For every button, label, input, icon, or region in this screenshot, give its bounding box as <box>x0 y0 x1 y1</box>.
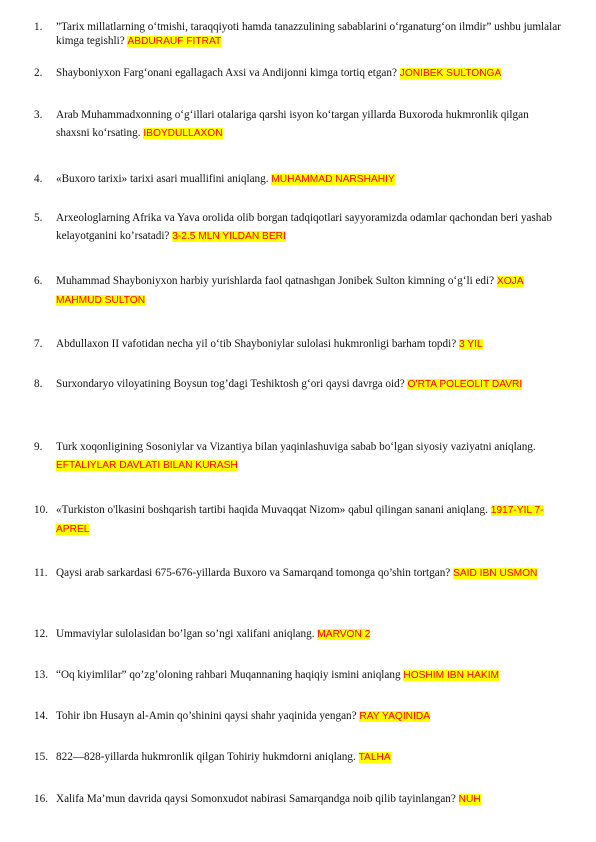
question-number: 1. <box>34 21 43 33</box>
answer-highlight: RAY YAQINIDA <box>359 711 430 722</box>
question-item <box>34 375 564 394</box>
question-number: 16. <box>34 793 48 805</box>
answer-highlight: 3 YIL <box>458 339 483 350</box>
answer-highlight: MUHAMMAD NARSHAHIY <box>271 174 395 185</box>
question-item <box>34 20 564 49</box>
question-text: «Turkiston o'lkasini boshqarish tartibi haqida Muvaqqat Nizom» qabul qilingan sanani aniqlang. <box>56 504 488 516</box>
answer-highlight: JONIBEK SULTONGA <box>399 68 502 79</box>
question-item <box>34 748 564 767</box>
question-item <box>34 335 564 354</box>
question-item <box>34 707 564 726</box>
question-number: 12. <box>34 628 48 640</box>
question-item <box>34 64 564 83</box>
question-text: Tohir ibn Husayn al-Amin qo’shinini qaysi shahr yaqinida yengan? <box>56 710 357 722</box>
question-number: 14. <box>34 710 48 722</box>
question-item <box>34 625 564 644</box>
question-number: 9. <box>34 441 43 453</box>
question-item <box>34 438 564 475</box>
question-number: 15. <box>34 751 48 763</box>
question-item <box>34 106 564 143</box>
question-number: 10. <box>34 504 48 516</box>
question-text: Turk xoqonligining Sosoniylar va Vizantiya bilan yaqinlashuviga sabab bo‘lgan siyosiy vaziyatni aniqlang. <box>56 441 536 453</box>
question-item <box>34 209 564 246</box>
question-item <box>34 501 564 539</box>
question-item <box>34 790 564 809</box>
question-text: ”Tarix millatlarning o‘tmishi, taraqqiyoti hamda tanazzulining sabablarini o‘rganaturg‘on ilmdir” ushbu jumlalar kimga tegishli? <box>56 21 561 47</box>
answer-highlight: 3-2.5 MLN YILDAN BERI <box>172 231 286 242</box>
answer-highlight: IBOYDULLAXON <box>143 128 223 139</box>
question-number: 13. <box>34 669 48 681</box>
question-number: 6. <box>34 275 43 287</box>
question-text: Shayboniyxon Farg‘onani egallagach Axsi va Andijonni kimga tortiq etgan? <box>56 67 397 79</box>
question-item <box>34 272 564 310</box>
answer-highlight: SAID IBN USMON <box>453 568 538 579</box>
question-number: 8. <box>34 378 43 390</box>
question-text: Qaysi arab sarkardasi 675-676-yillarda Buxoro va Samarqand tomonga qo’shin tortgan? <box>56 567 451 579</box>
answer-highlight: TALHA <box>358 752 391 763</box>
question-number: 2. <box>34 67 43 79</box>
answer-highlight: ABDURAUF FITRAT <box>127 36 222 47</box>
question-text: «Buxoro tarixi» tarixi asari muallifini aniqlang. <box>56 173 269 185</box>
question-text: Surxondaryo viloyatining Boysun tog’dagi Teshiktosh g‘ori qaysi davrga oid? <box>56 378 405 390</box>
question-number: 5. <box>34 212 43 224</box>
question-text: “Oq kiyimlilar” qo’zg’oloning rahbari Muqannaning haqiqiy ismini aniqlang <box>56 669 401 681</box>
answer-highlight: NUH <box>458 794 481 805</box>
question-text: Arxeologlarning Afrika va Yava orolida olib borgan tadqiqotlari sayyoramizda odamlar qachondan beri yashab kelayotganini ko’rsatadi? <box>56 212 552 242</box>
question-number: 3. <box>34 109 43 121</box>
question-number: 4. <box>34 173 43 185</box>
question-text: Abdullaxon II vafotidan necha yil o‘tib Shayboniylar sulolasi hukmronligi barham topdi? <box>56 338 457 350</box>
answer-highlight: 1917-YIL 7-APREL <box>56 505 544 535</box>
question-number: 7. <box>34 338 43 350</box>
question-item <box>34 666 564 685</box>
question-item <box>34 564 564 583</box>
question-number: 11. <box>34 567 48 579</box>
question-item <box>34 170 564 189</box>
question-text: Arab Muhammadxonning o‘g‘illari otalariga qarshi isyon ko‘targan yillarda Buxoroda hukmronlik qilgan shaxsni ko‘rsating. <box>56 109 529 139</box>
answer-highlight: HOSHIM IBN HAKIM <box>403 670 500 681</box>
question-text: Xalifa Ma’mun davrida qaysi Somonxudot nabirasi Samarqandga noib qilib tayinlangan? <box>56 793 456 805</box>
answer-highlight: XOJA MAHMUD SULTON <box>56 276 524 306</box>
answer-highlight: EFTALIYLAR DAVLATI BILAN KURASH <box>56 460 238 471</box>
question-text: 822—828-yillarda hukmronlik qilgan Tohiriy hukmdorni aniqlang. <box>56 751 356 763</box>
answer-highlight: MARVON 2 <box>317 629 371 640</box>
answer-highlight: O’RTA POLEOLIT DAVRI <box>407 379 523 390</box>
question-text: Muhammad Shayboniyxon harbiy yurishlarda faol qatnashgan Jonibek Sulton kimning o‘g‘li edi? <box>56 275 495 287</box>
question-text: Ummaviylar sulolasidan bo’lgan so’ngi xalifani aniqlang. <box>56 628 315 640</box>
